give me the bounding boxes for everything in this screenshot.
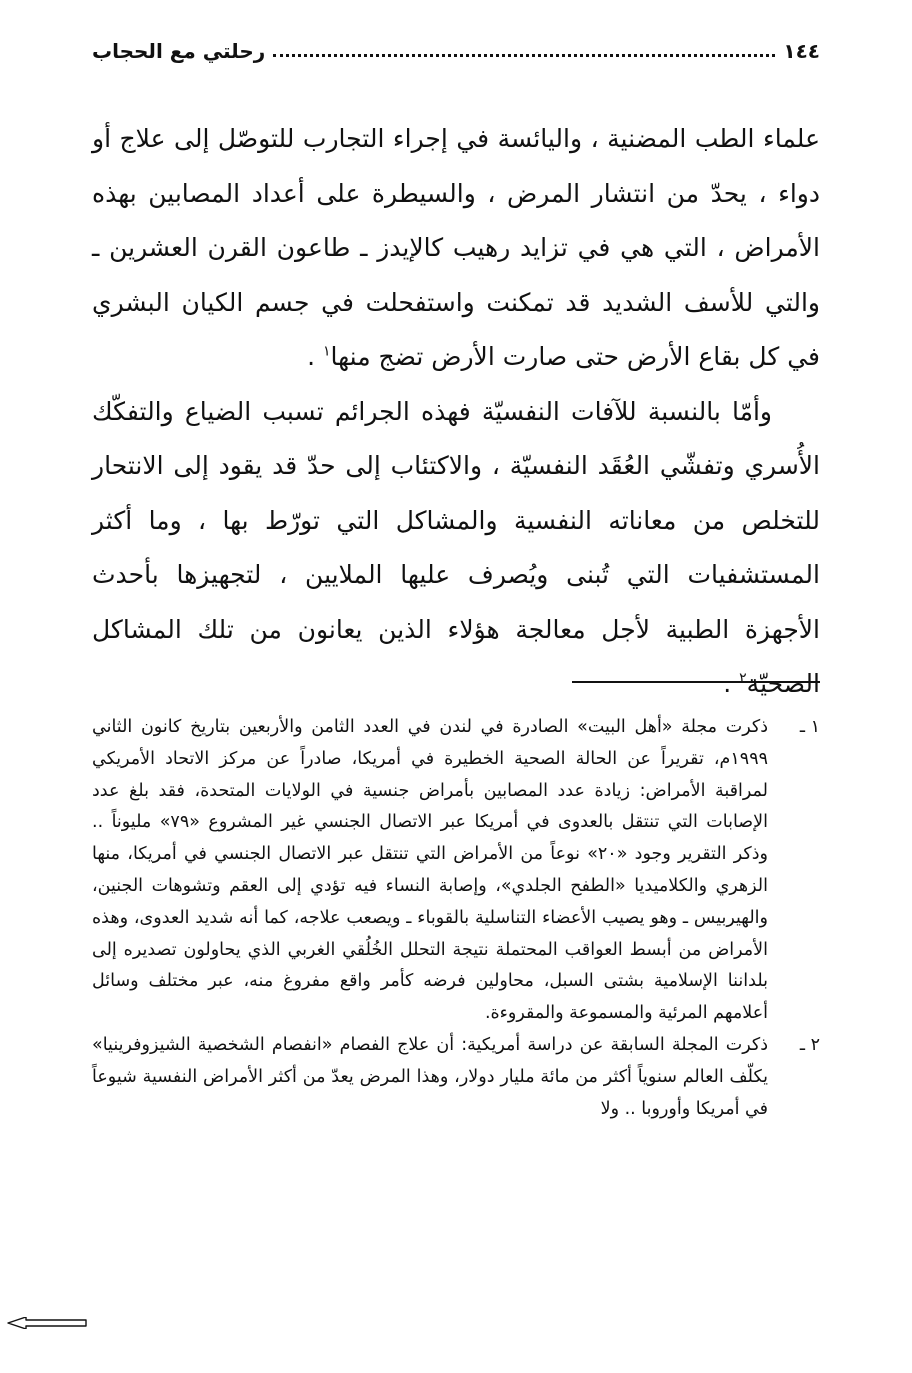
footnote-number: ١ ـ xyxy=(799,717,820,737)
page-number: ١٤٤ xyxy=(783,39,820,63)
book-page xyxy=(92,18,820,1358)
footnote-text: ذكرت مجلة «أهل البيت» الصادرة في لندن في العدد الثامن والأربعين بتاريخ كانون الثاني ١٩٩٩م، تقريراً عن الحالة الصحية الخطيرة في أمريكا، صادراً عن مركز الاتحاد الأمريكي لمراقبة الأمراض: زيادة عدد المصابين بأمراض جنسية في الولايات المتحدة، فقد بلغ عدد الإصابات التي تنتقل بالعدوى في أمريكا عبر الاتصال الجنسي غير المشروع «٧٩» مليوناً .. وذكر التقرير وجود «٢٠» نوعاً من الأمراض التي تنتقل عبر الاتصال الجنسي في أمريكا، منها الزهري والكلاميديا «الطفح الجلدي»، وإصابة النساء فيه تؤدي إلى العقم وتشوهات الجنين، والهيربيس ـ وهو يصيب الأعضاء التناسلية بالقوباء ـ ويصعب علاجه، كما أنه شديد العدوى، وهذه الأمراض من أبسط العواقب المحتملة نتيجة التحلل الخُلُقي الغربي الذي يحاولون تصديره إلى بلداننا الإسلامية بشتى السبل، محاولين فرضه كأمر واقع مفروغ منه، عبر مختلف وسائل أعلامهم المرئية والمسموعة والمقروءة. xyxy=(92,717,768,1024)
paragraph-end: . xyxy=(307,342,323,371)
footnote-separator xyxy=(572,681,820,683)
paragraph-end: . xyxy=(723,669,740,698)
footnote-reference: ١ xyxy=(322,343,331,360)
header-dot-leader xyxy=(273,54,775,57)
footnote-reference: ٢ xyxy=(739,670,747,687)
footnotes xyxy=(92,712,820,1125)
paragraph-text: وأمّا بالنسبة للآفات النفسيّة فهذه الجرائم تسبب الضياع والتفكّك الأُسري وتفشّي العُقَد النفسيّة ، والاكتئاب إلى حدّ قد يقود إلى الانتحار للتخلص من معاناته النفسية والمشاكل التي تورّط بها ، وما أكثر المستشفيات التي تُبنى ويُصرف عليها الملايين ، لتجهيزها بأحدث الأجهزة الطبية لأجل معالجة هؤلاء الذين يعانون من تلك المشاكل الصحيّة xyxy=(92,396,820,698)
continuation-arrow-icon xyxy=(6,1317,88,1329)
footnote-number: ٢ ـ xyxy=(799,1034,820,1055)
paragraph-text: علماء الطب المضنية ، واليائسة في إجراء التجارب للتوصّل إلى علاج أو دواء ، يحدّ من انتشار المرض ، والسيطرة على أعداد المصابين بهذه الأمراض ، التي هي في تزايد رهيب كالإيدز ـ طاعون القرن العشرين ـ والتي للأسف الشديد قد تمكنت واستفحلت في جسم الكيان البشري في كل بقاع الأرض حتى صارت الأرض تضج منها xyxy=(92,124,820,371)
body-paragraph xyxy=(92,385,820,712)
footnote xyxy=(92,1030,820,1125)
body-paragraph xyxy=(92,112,820,385)
running-title: رحلتي مع الحجاب xyxy=(92,39,266,63)
footnote xyxy=(92,712,820,1030)
page-header xyxy=(92,34,820,68)
main-text xyxy=(92,112,820,712)
footnote-text: ذكرت المجلة السابقة عن دراسة أمريكية: أن علاج الفصام «انفصام الشخصية الشيزوفرينيا» يكلّف العالم سنوياً أكثر من مائة مليار دولار، وهذا المرض يعدّ من أكثر الأمراض النفسية شيوعاً في أمريكا وأوروبا .. ولا xyxy=(92,1034,768,1119)
